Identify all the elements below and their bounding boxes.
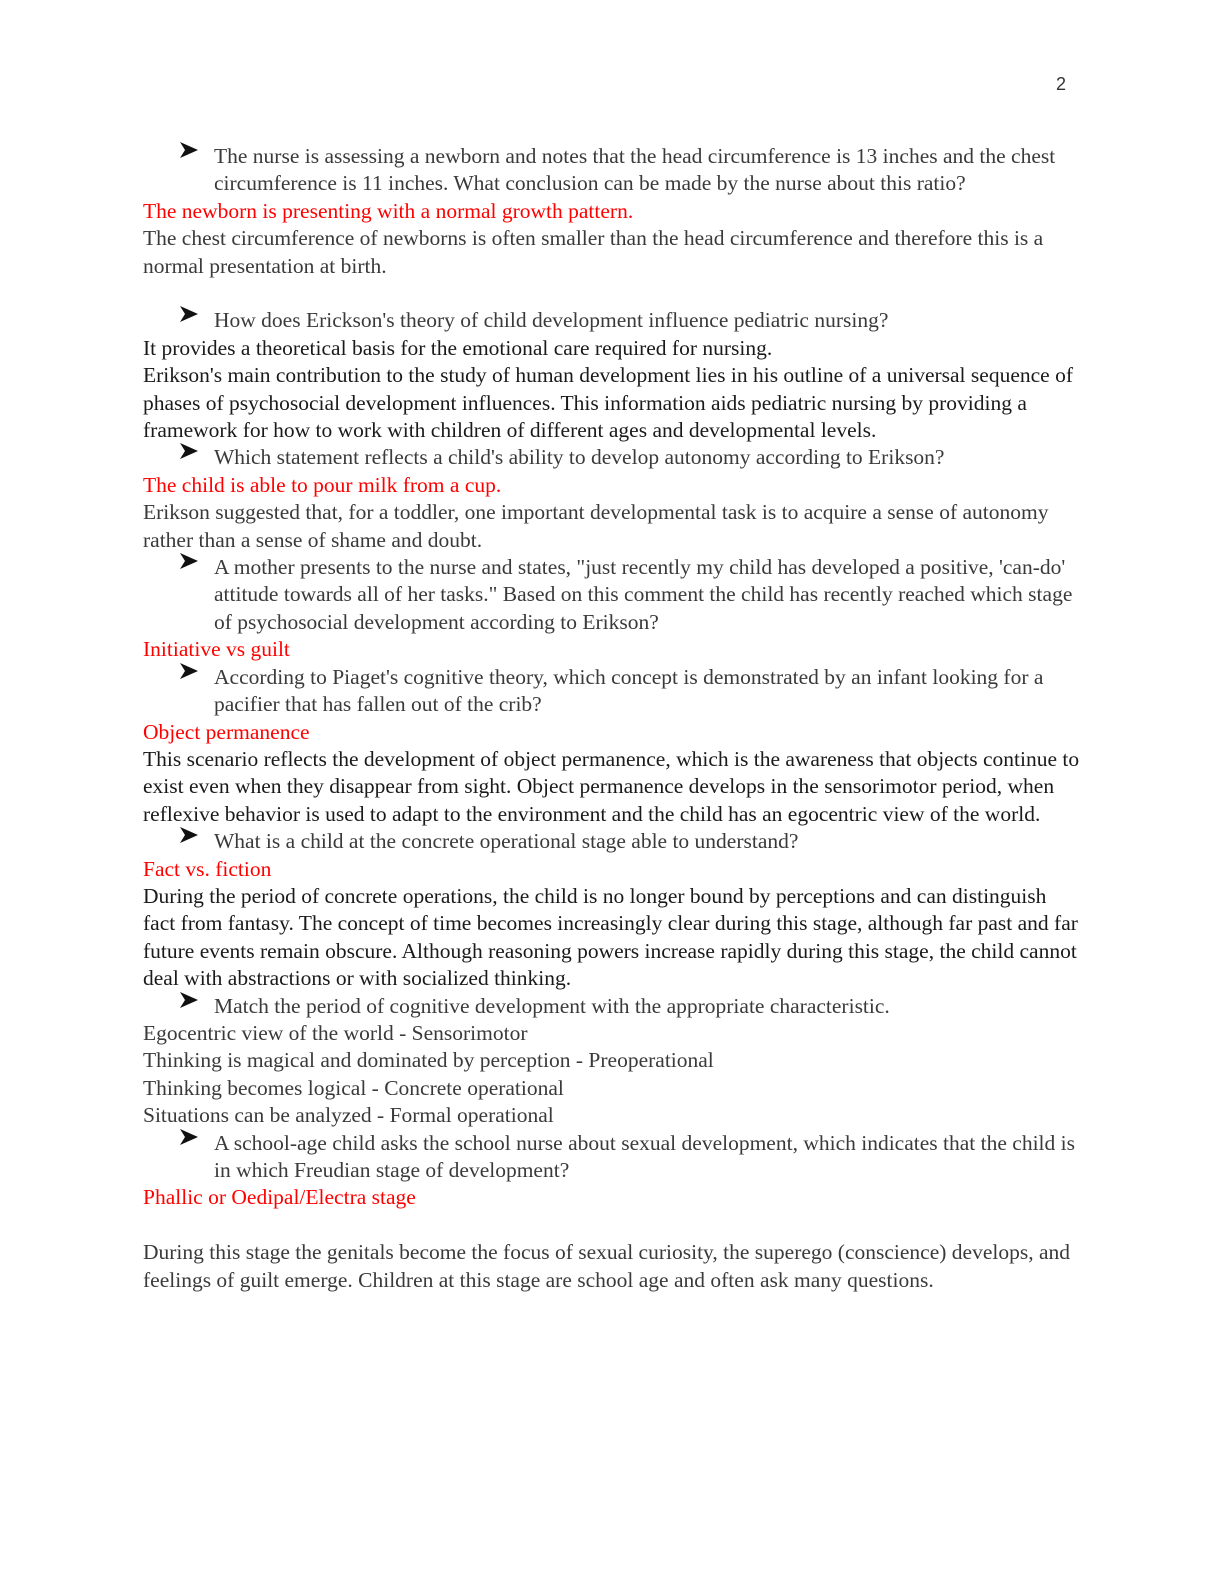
answer-text: Phallic or Oedipal/Electra stage — [143, 1185, 416, 1210]
question-item — [143, 993, 1083, 1020]
rationale-text: Thinking becomes logical - Concrete operational — [143, 1075, 564, 1100]
arrow-bullet-icon — [179, 661, 199, 681]
question-text: The nurse is assessing a newborn and notes that the head circumference is 13 inches and the chest circumference is 11 inches. What conclusion can be made by the nurse about this ratio? — [214, 144, 1056, 196]
blank-line — [143, 1212, 1083, 1239]
arrow-bullet-icon — [179, 304, 199, 324]
question-text: What is a child at the concrete operational stage able to understand? — [214, 829, 799, 854]
question-text: Match the period of cognitive development with the appropriate characteristic. — [214, 993, 890, 1018]
question-item — [143, 664, 1083, 719]
answer-text: Object permanence — [143, 719, 310, 744]
rationale-text: The chest circumference of newborns is often smaller than the head circumference and therefore this is a normal presentation at birth. — [143, 226, 1044, 278]
arrow-bullet-icon — [179, 990, 199, 1010]
question-text: A mother presents to the nurse and states, "just recently my child has developed a positive, 'can-do' attitude towards all of her tasks." Based on this comment the child has recently reached which stage of psychosocial development according to Erikson? — [214, 555, 1073, 634]
question-text: According to Piaget's cognitive theory, which concept is demonstrated by an infant looking for a pacifier that has fallen out of the crib? — [214, 664, 1044, 717]
question-item — [143, 554, 1083, 636]
rationale-text: During the period of concrete operations, the child is no longer bound by perceptions and can distinguish fact from fantasy. The concept of time becomes increasingly clear during this stage, although far past and far future events remain obscure. Although reasoning powers increase rapidly during this stage, the child cannot deal with abstractions or with socialized thinking. — [143, 883, 1078, 991]
rationale-text: This scenario reflects the development of object permanence, which is the awareness that objects continue to exist even when they disappear from sight. Object permanence develops in the sensorimotor period, when reflexive behavior is used to adapt to the environment and the child has an egocentric view of the world. — [143, 746, 1080, 826]
question-item — [143, 444, 1083, 471]
answer-text: Initiative vs guilt — [143, 637, 290, 662]
arrow-bullet-icon — [179, 140, 199, 160]
question-text: A school-age child asks the school nurse about sexual development, which indicates that the child is in which Freudian stage of development? — [214, 1130, 1075, 1183]
answer-text: Fact vs. fiction — [143, 856, 272, 881]
document-body — [143, 143, 1083, 1294]
arrow-bullet-icon — [179, 551, 199, 571]
rationale-text: During this stage the genitals become the focus of sexual curiosity, the superego (conscience) develops, and feelings of guilt emerge. Children at this stage are school age and often ask many questions. — [143, 1240, 1070, 1292]
page-number: 2 — [1056, 74, 1067, 94]
arrow-bullet-icon — [179, 1127, 199, 1147]
question-item — [143, 143, 1083, 198]
rationale-text: Egocentric view of the world - Sensorimotor — [143, 1020, 528, 1045]
rationale-text: Erikson suggested that, for a toddler, one important developmental task is to acquire a sense of autonomy rather than a sense of shame and doubt. — [143, 500, 1049, 552]
arrow-bullet-icon — [179, 441, 199, 461]
question-item — [143, 828, 1083, 855]
question-text: How does Erickson's theory of child development influence pediatric nursing? — [214, 308, 889, 333]
question-text: Which statement reflects a child's ability to develop autonomy according to Erikson? — [214, 445, 945, 470]
answer-text: The child is able to pour milk from a cup. — [143, 472, 502, 497]
arrow-bullet-icon — [179, 825, 199, 845]
answer-text: The newborn is presenting with a normal growth pattern. — [143, 198, 634, 223]
rationale-text: Erikson's main contribution to the study of human development lies in his outline of a universal sequence of phases of psychosocial development influences. This information aids pediatric nursing by providing a framework for how to work with children of different ages and developmental levels. — [143, 363, 1073, 443]
question-item — [143, 1130, 1083, 1185]
rationale-text: Thinking is magical and dominated by perception - Preoperational — [143, 1048, 714, 1073]
blank-line — [143, 280, 1083, 307]
rationale-text: It provides a theoretical basis for the emotional care required for nursing. — [143, 335, 773, 360]
question-item — [143, 307, 1083, 334]
rationale-text: Situations can be analyzed - Formal operational — [143, 1103, 554, 1128]
